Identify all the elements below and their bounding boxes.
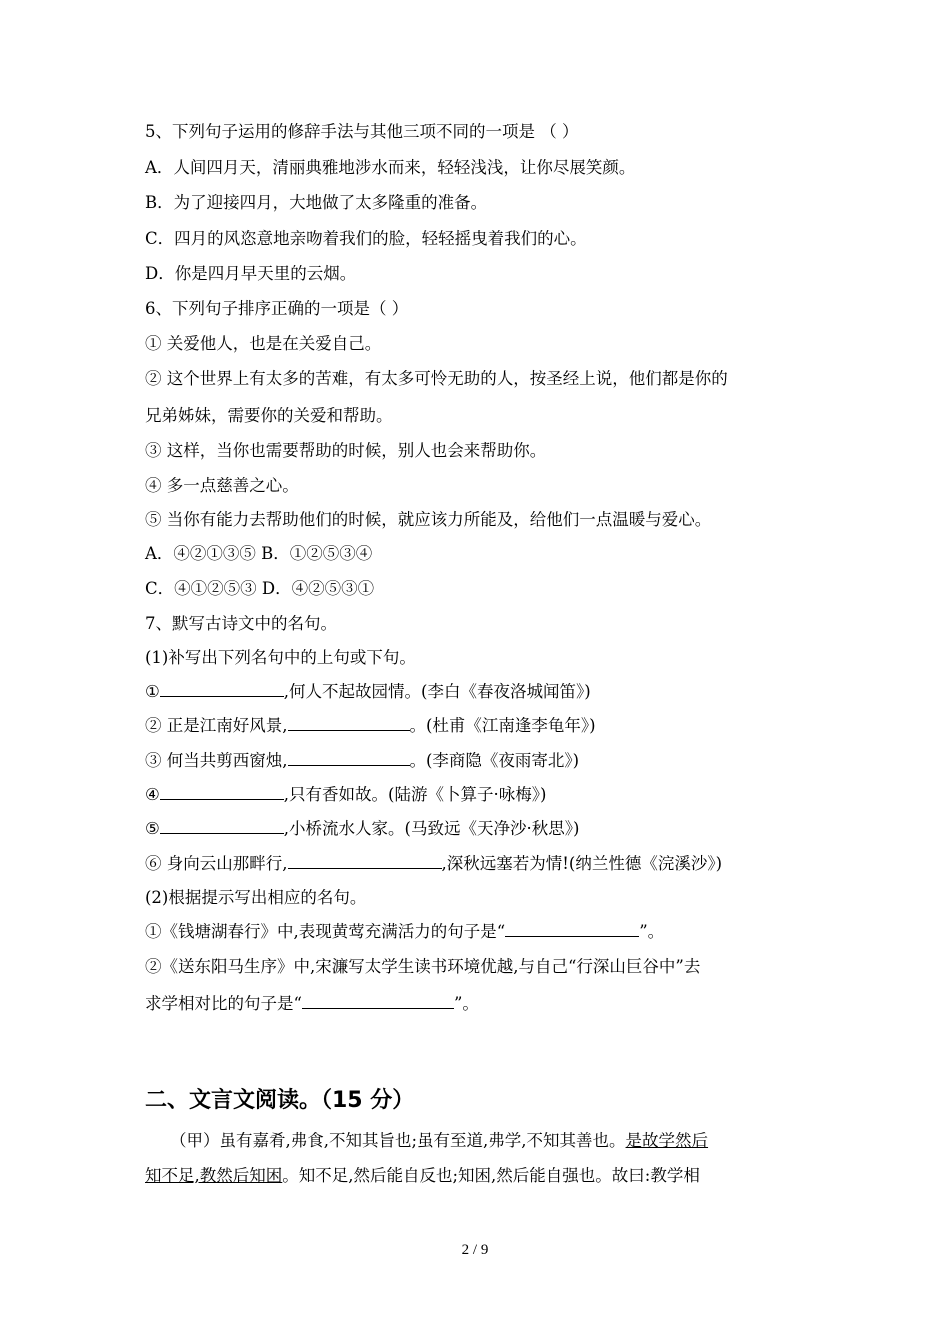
answer-blank[interactable] — [160, 681, 284, 697]
question-6-sentence-1: ① 关爱他人，也是在关爱自己。 — [145, 334, 382, 353]
question-7-prompt-2-cont: 求学相对比的句子是“ ”。 — [145, 994, 479, 1013]
question-7-item-4: ④ ,只有香如故。(陆游《卜算子·咏梅》) — [145, 785, 547, 804]
section-heading: 二、文言文阅读。（15 分） — [145, 1088, 415, 1113]
underlined-sentence: 是故学然后 — [625, 1131, 709, 1150]
answer-blank[interactable] — [302, 993, 454, 1009]
answer-blank[interactable] — [288, 750, 410, 766]
question-6-sentence-4: ④ 多一点慈善之心。 — [145, 476, 299, 495]
question-7-stem: 7、默写古诗文中的名句。 — [145, 614, 337, 633]
question-6-sentence-2-cont: 兄弟姊妹，需要你的关爱和帮助。 — [145, 406, 393, 425]
answer-blank[interactable] — [288, 715, 410, 731]
question-6-stem: 6、下列句子排序正确的一项是（ ） — [145, 299, 409, 318]
question-7-item-2: ② 正是江南好风景, 。(杜甫《江南逢李龟年》) — [145, 716, 596, 735]
question-6-sentence-3: ③ 这样，当你也需要帮助的时候，别人也会来帮助你。 — [145, 441, 547, 460]
question-6-sentence-2: ② 这个世界上有太多的苦难，有太多可怜无助的人，按圣经上说，他们都是你的 — [145, 369, 728, 388]
question-5-stem: 5、下列句子运用的修辞手法与其他三项不同的一项是 （ ） — [145, 122, 579, 141]
question-6-options-cd: C．④①②⑤③ D．④②⑤③① — [145, 579, 375, 598]
underlined-sentence: 知不足,教然后知困 — [145, 1166, 283, 1185]
question-6-options-ab: A．④②①③⑤ B．①②⑤③④ — [145, 544, 373, 563]
question-5-option-b: B．为了迎接四月，大地做了太多隆重的准备。 — [145, 193, 488, 212]
answer-blank[interactable] — [160, 784, 284, 800]
question-5-option-a: A．人间四月天，清丽典雅地涉水而来，轻轻浅浅，让你尽展笑颜。 — [145, 158, 636, 177]
question-6-sentence-5: ⑤ 当你有能力去帮助他们的时候，就应该力所能及，给他们一点温暖与爱心。 — [145, 510, 712, 529]
page-number: 2 / 9 — [461, 1242, 489, 1258]
question-7-item-3: ③ 何当共剪西窗烛, 。(李商隐《夜雨寄北》) — [145, 751, 580, 770]
question-7-part-1: (1)补写出下列名句中的上句或下句。 — [145, 648, 416, 667]
question-5-option-c: C．四月的风恣意地亲吻着我们的脸，轻轻摇曳着我们的心。 — [145, 229, 587, 248]
passage-line-2: 知不足,教然后知困。知不足,然后能自反也;知困,然后能自强也。故曰:教学相 — [145, 1166, 700, 1185]
answer-blank[interactable] — [160, 818, 284, 834]
answer-blank[interactable] — [288, 853, 442, 869]
question-7-part-2: (2)根据提示写出相应的名句。 — [145, 888, 367, 907]
question-7-item-1: ① ,何人不起故园情。(李白《春夜洛城闻笛》) — [145, 682, 591, 701]
question-5-option-d: D．你是四月早天里的云烟。 — [145, 264, 357, 283]
question-7-prompt-1: ①《钱塘湖春行》中,表现黄莺充满活力的句子是“ ”。 — [145, 922, 665, 941]
question-7-prompt-2: ②《送东阳马生序》中,宋濂写太学生读书环境优越,与自己“行深山巨谷中”去 — [145, 957, 701, 976]
answer-blank[interactable] — [505, 921, 639, 937]
question-7-item-6: ⑥ 身向云山那畔行, ,深秋远塞若为情!(纳兰性德《浣溪沙》) — [145, 854, 722, 873]
question-7-item-5: ⑤ ,小桥流水人家。(马致远《天净沙·秋思》) — [145, 819, 580, 838]
passage-line-1: （甲）虽有嘉肴,弗食,不知其旨也;虽有至道,弗学,不知其善也。是故学然后 — [170, 1131, 709, 1150]
